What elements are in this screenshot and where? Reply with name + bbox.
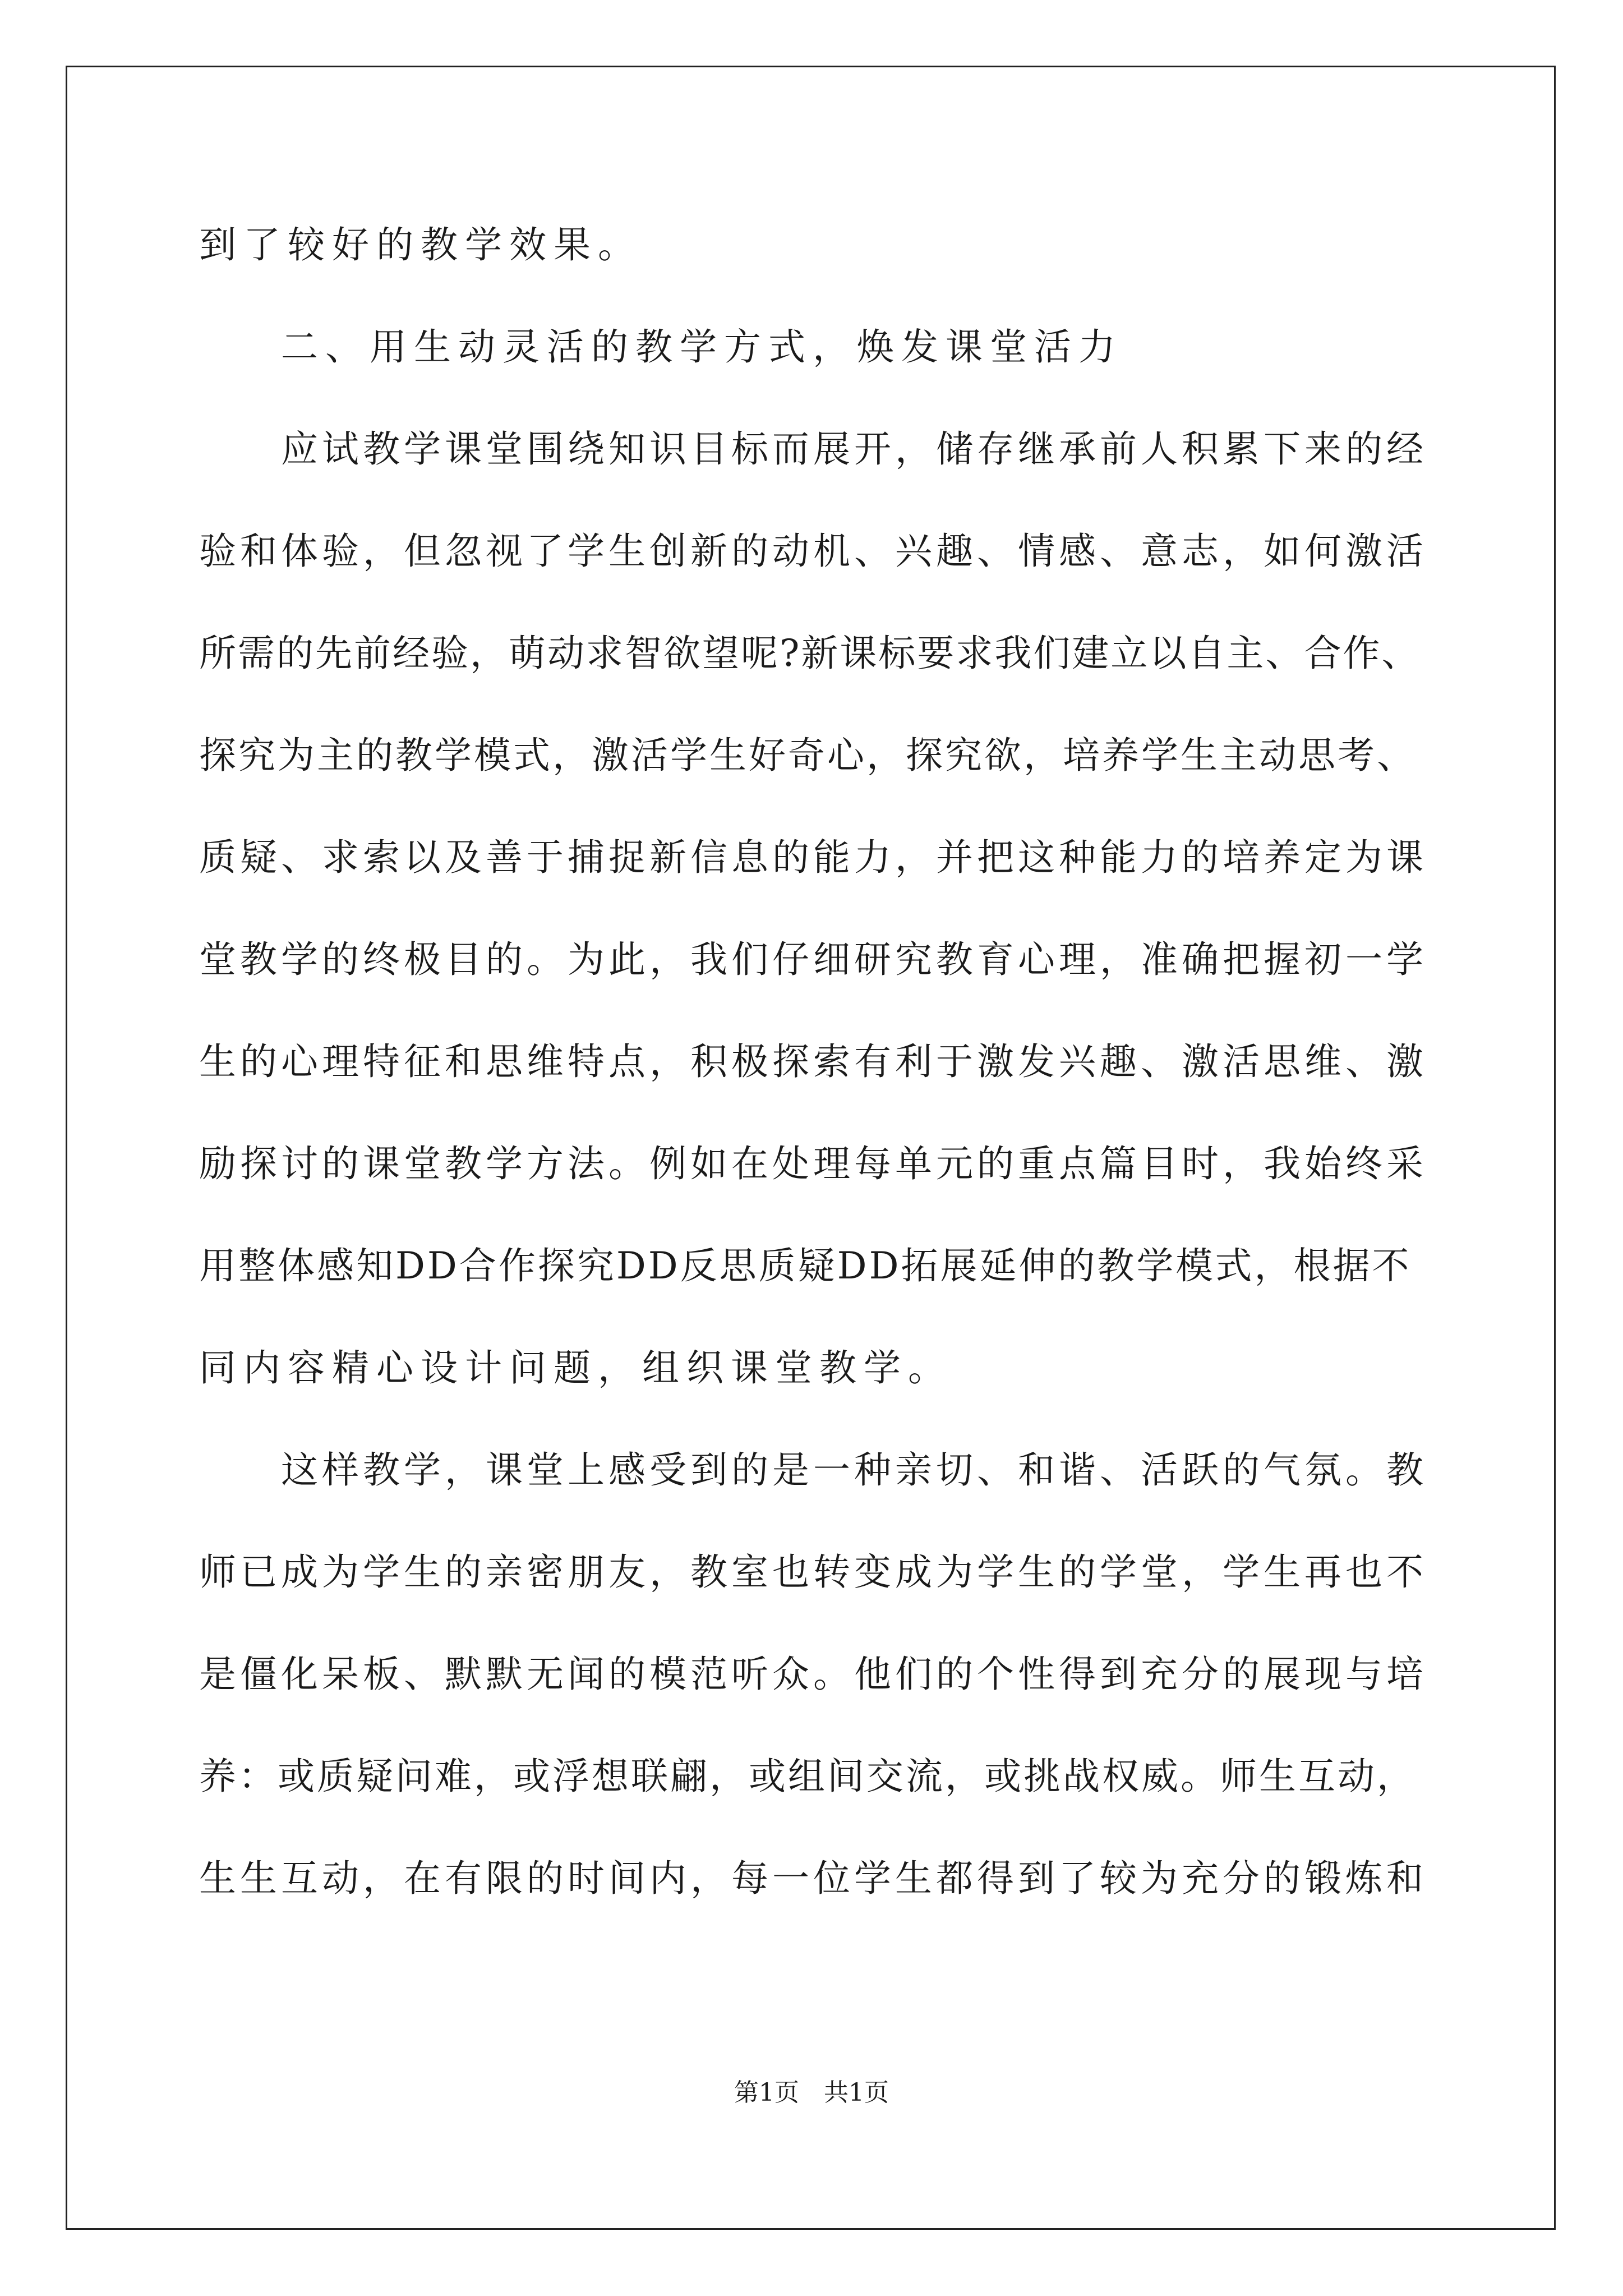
paragraph-line: 同内容精心设计问题，组织课堂教学。: [199, 1346, 952, 1389]
paragraph-line: 养：或质疑问难，或浮想联翩，或组间交流，或挑战权威。师生互动，: [199, 1755, 1416, 1798]
paragraph-line: 师已成为学生的亲密朋友，教室也转变成为学生的学堂，学生再也不: [199, 1550, 1427, 1594]
paragraph-line: 用整体感知DD合作探究DD反思质疑DD拓展延伸的教学模式，根据不: [199, 1244, 1412, 1287]
paragraph-line: 生的心理特征和思维特点，积极探索有利于激发兴趣、激活思维、激: [199, 1040, 1427, 1083]
paragraph-line: 所需的先前经验，萌动求智欲望呢?新课标要求我们建立以自主、合作、: [199, 632, 1421, 675]
paragraph-line: 验和体验，但忽视了学生创新的动机、兴趣、情感、意志，如何激活: [199, 530, 1427, 573]
paragraph-line: 励探讨的课堂教学方法。例如在处理每单元的重点篇目时，我始终采: [199, 1142, 1427, 1185]
paragraph-line: 堂教学的终极目的。为此，我们仔细研究教育心理，准确把握初一学: [199, 938, 1427, 981]
paragraph-line: 生生互动，在有限的时间内，每一位学生都得到了较为充分的锻炼和: [199, 1857, 1427, 1900]
section-heading: 二、用生动灵活的教学方式，焕发课堂活力: [281, 325, 1123, 369]
paragraph-line: 质疑、求索以及善于捕捉新信息的能力，并把这种能力的培养定为课: [199, 836, 1427, 879]
page-footer: 第1页 共1页: [734, 2078, 889, 2107]
paragraph-line: 这样教学，课堂上感受到的是一种亲切、和谐、活跃的气氛。教: [281, 1448, 1427, 1492]
paragraph-line: 应试教学课堂围绕知识目标而展开，储存继承前人积累下来的经: [281, 427, 1427, 471]
text-line: 到了较好的教学效果。: [199, 223, 642, 266]
paragraph-line: 是僵化呆板、默默无闻的模范听众。他们的个性得到充分的展现与培: [199, 1653, 1427, 1696]
paragraph-line: 探究为主的教学模式，激活学生好奇心，探究欲，培养学生主动思考、: [199, 734, 1416, 777]
